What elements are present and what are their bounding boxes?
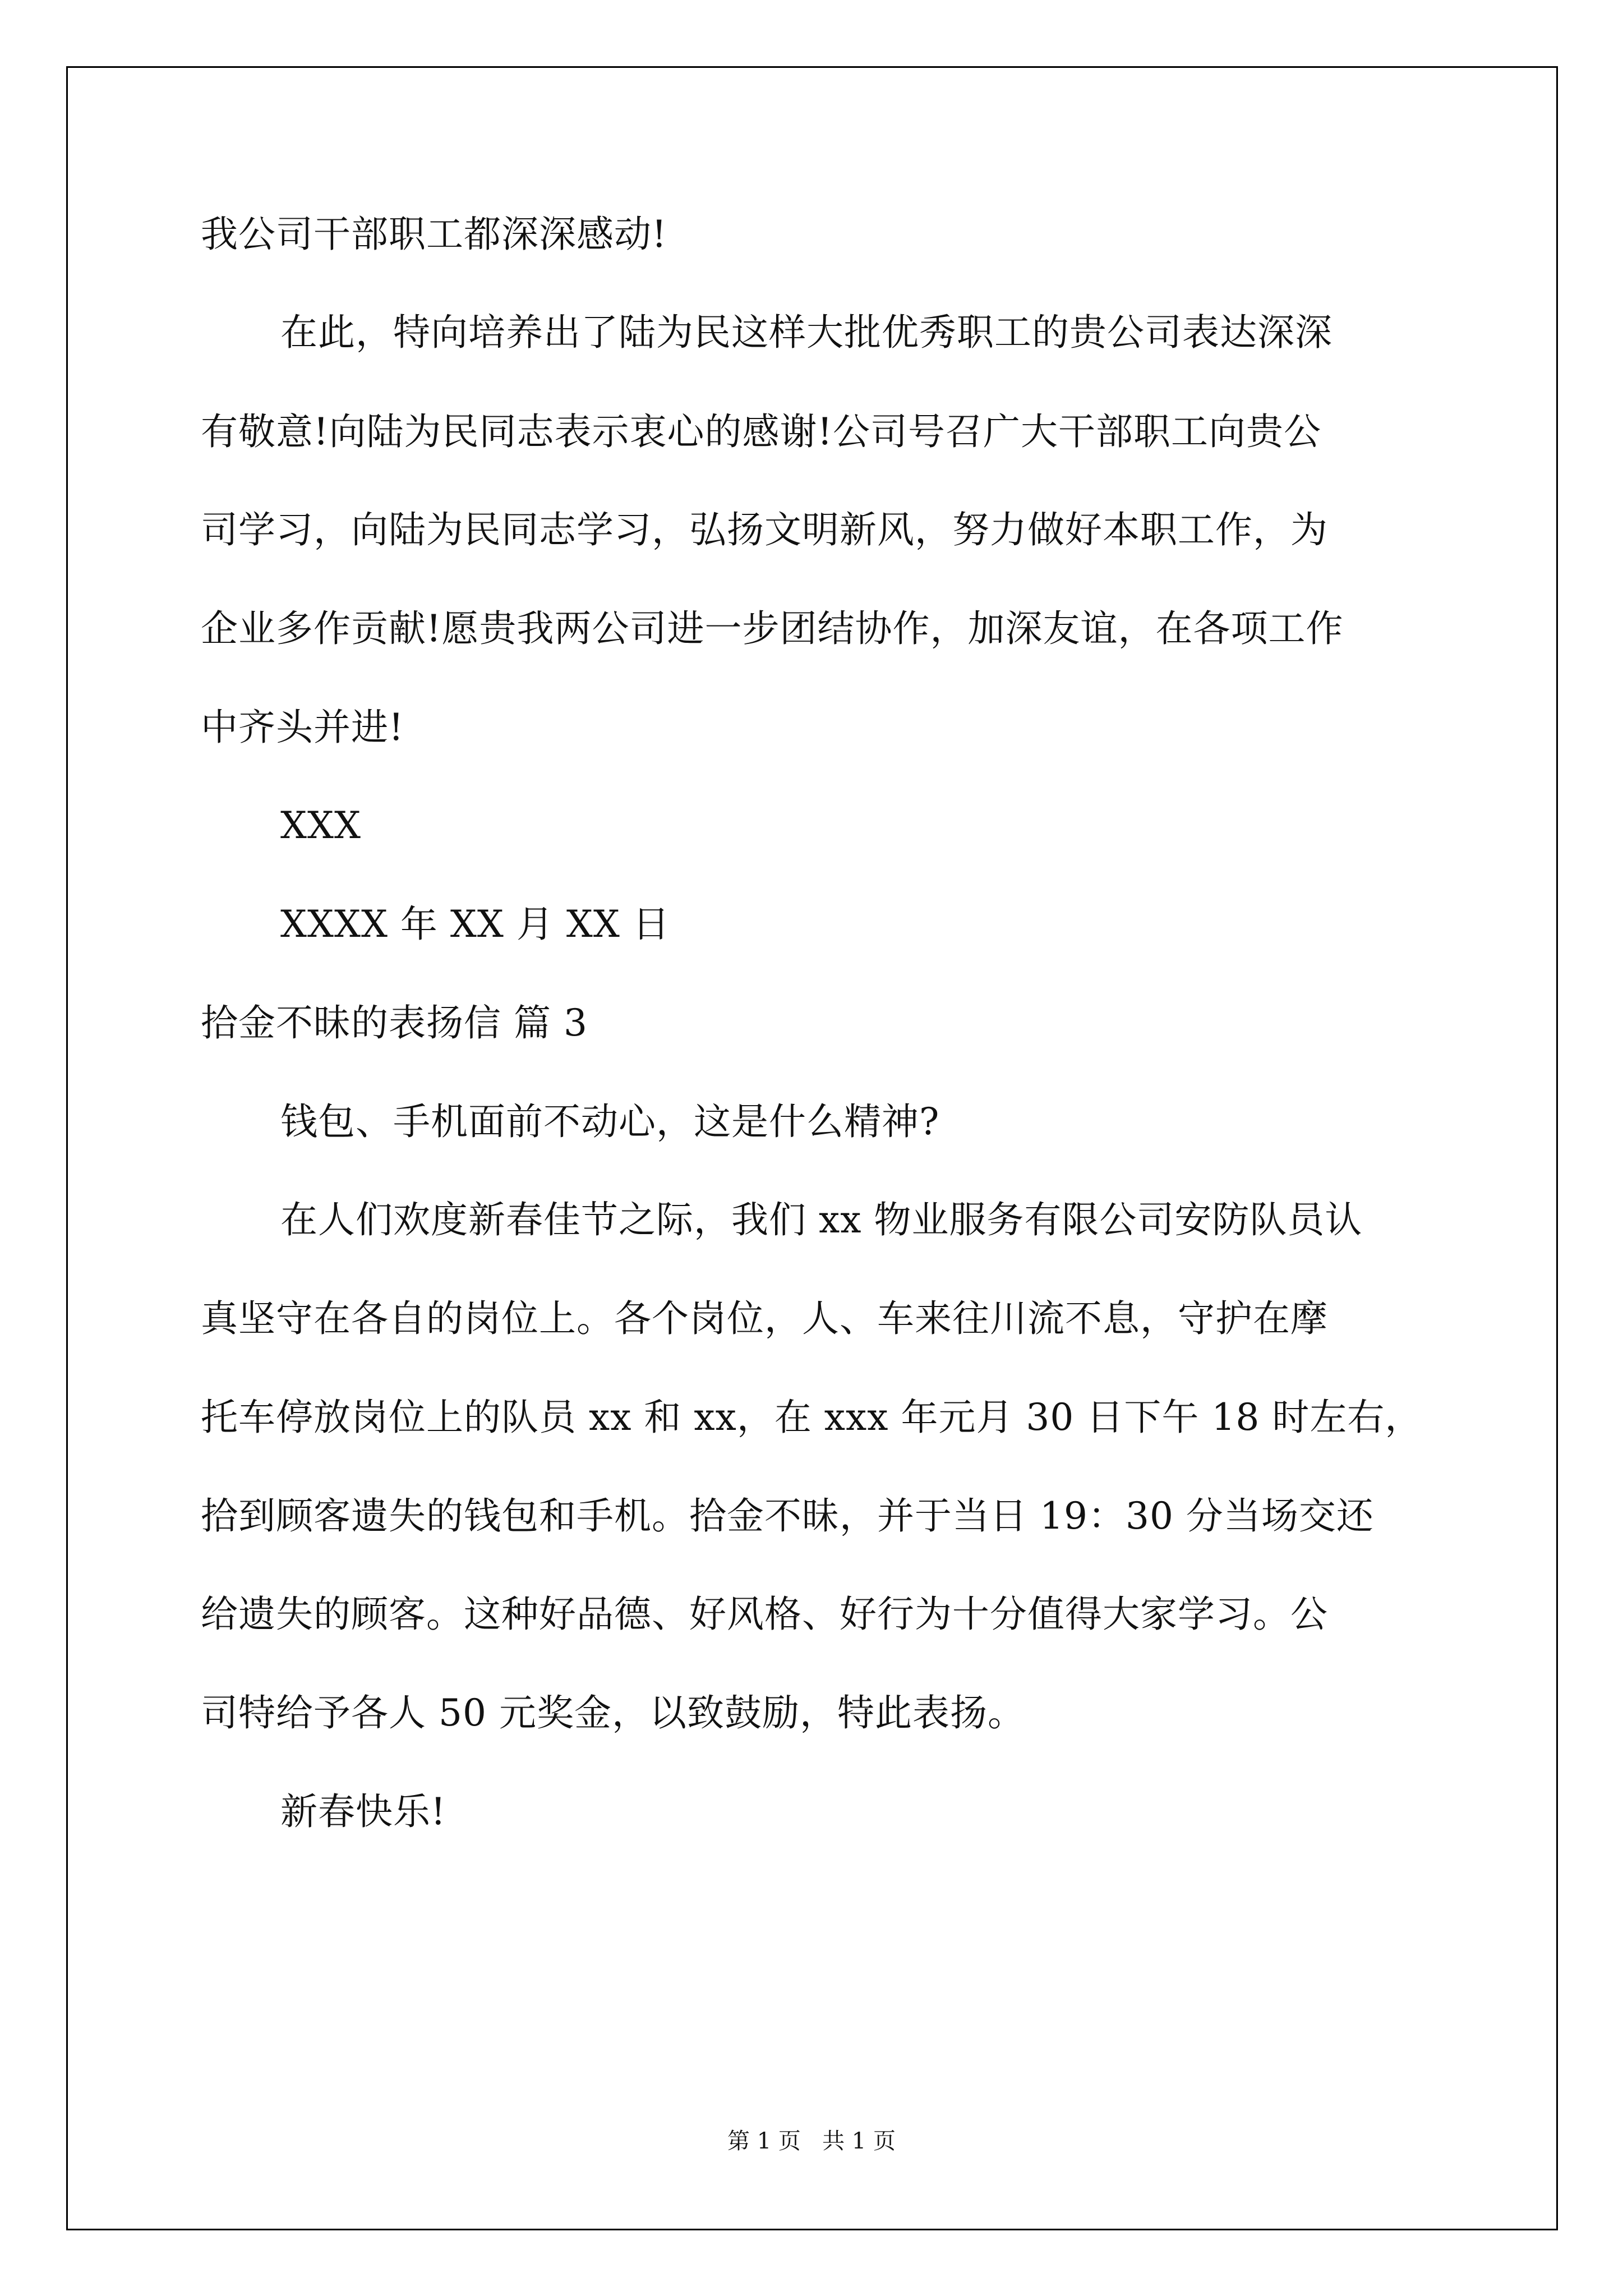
body-line-9: 真坚守在各自的岗位上。各个岗位，人、车来往川流不息，守护在摩 <box>201 1297 1328 1340</box>
closing-line: 新春快乐! <box>280 1790 446 1833</box>
page-border <box>66 66 1558 2230</box>
body-line-13: 司特给予各人 50 元奖金，以致鼓励，特此表扬。 <box>201 1691 1025 1734</box>
body-line-11: 拾到顾客遗失的钱包和手机。拾金不昧，并于当日 19：30 分当场交还 <box>201 1494 1374 1538</box>
signature-name: XXX <box>280 804 361 847</box>
body-line-1: 我公司干部职工都深深感动! <box>201 213 667 256</box>
body-line-2: 在此，特向培养出了陆为民这样大批优秀职工的贵公司表达深深 <box>280 311 1332 354</box>
body-line-12: 给遗失的顾客。这种好品德、好风格、好行为十分值得大家学习。公 <box>201 1593 1328 1636</box>
page-number: 第 1 页 共 1 页 <box>727 2128 896 2154</box>
body-line-8: 在人们欢度新春佳节之际，我们 xx 物业服务有限公司安防队员认 <box>280 1198 1363 1241</box>
body-line-3: 有敬意!向陆为民同志表示衷心的感谢!公司号召广大干部职工向贵公 <box>201 410 1322 453</box>
body-line-10: 托车停放岗位上的队员 xx 和 xx，在 xxx 年元月 30 日下午 18 时左右， <box>201 1396 1423 1439</box>
body-line-7: 钱包、手机面前不动心，这是什么精神? <box>280 1100 940 1143</box>
body-line-5: 企业多作贡献!愿贵我两公司进一步团结协作，加深友谊，在各项工作 <box>201 607 1344 650</box>
body-line-4: 司学习，向陆为民同志学习，弘扬文明新风，努力做好本职工作，为 <box>201 508 1328 551</box>
signature-date: XXXX 年 XX 月 XX 日 <box>280 903 670 946</box>
body-line-6: 中齐头并进! <box>201 706 404 749</box>
section-heading: 拾金不昧的表扬信 篇 3 <box>201 1001 588 1045</box>
